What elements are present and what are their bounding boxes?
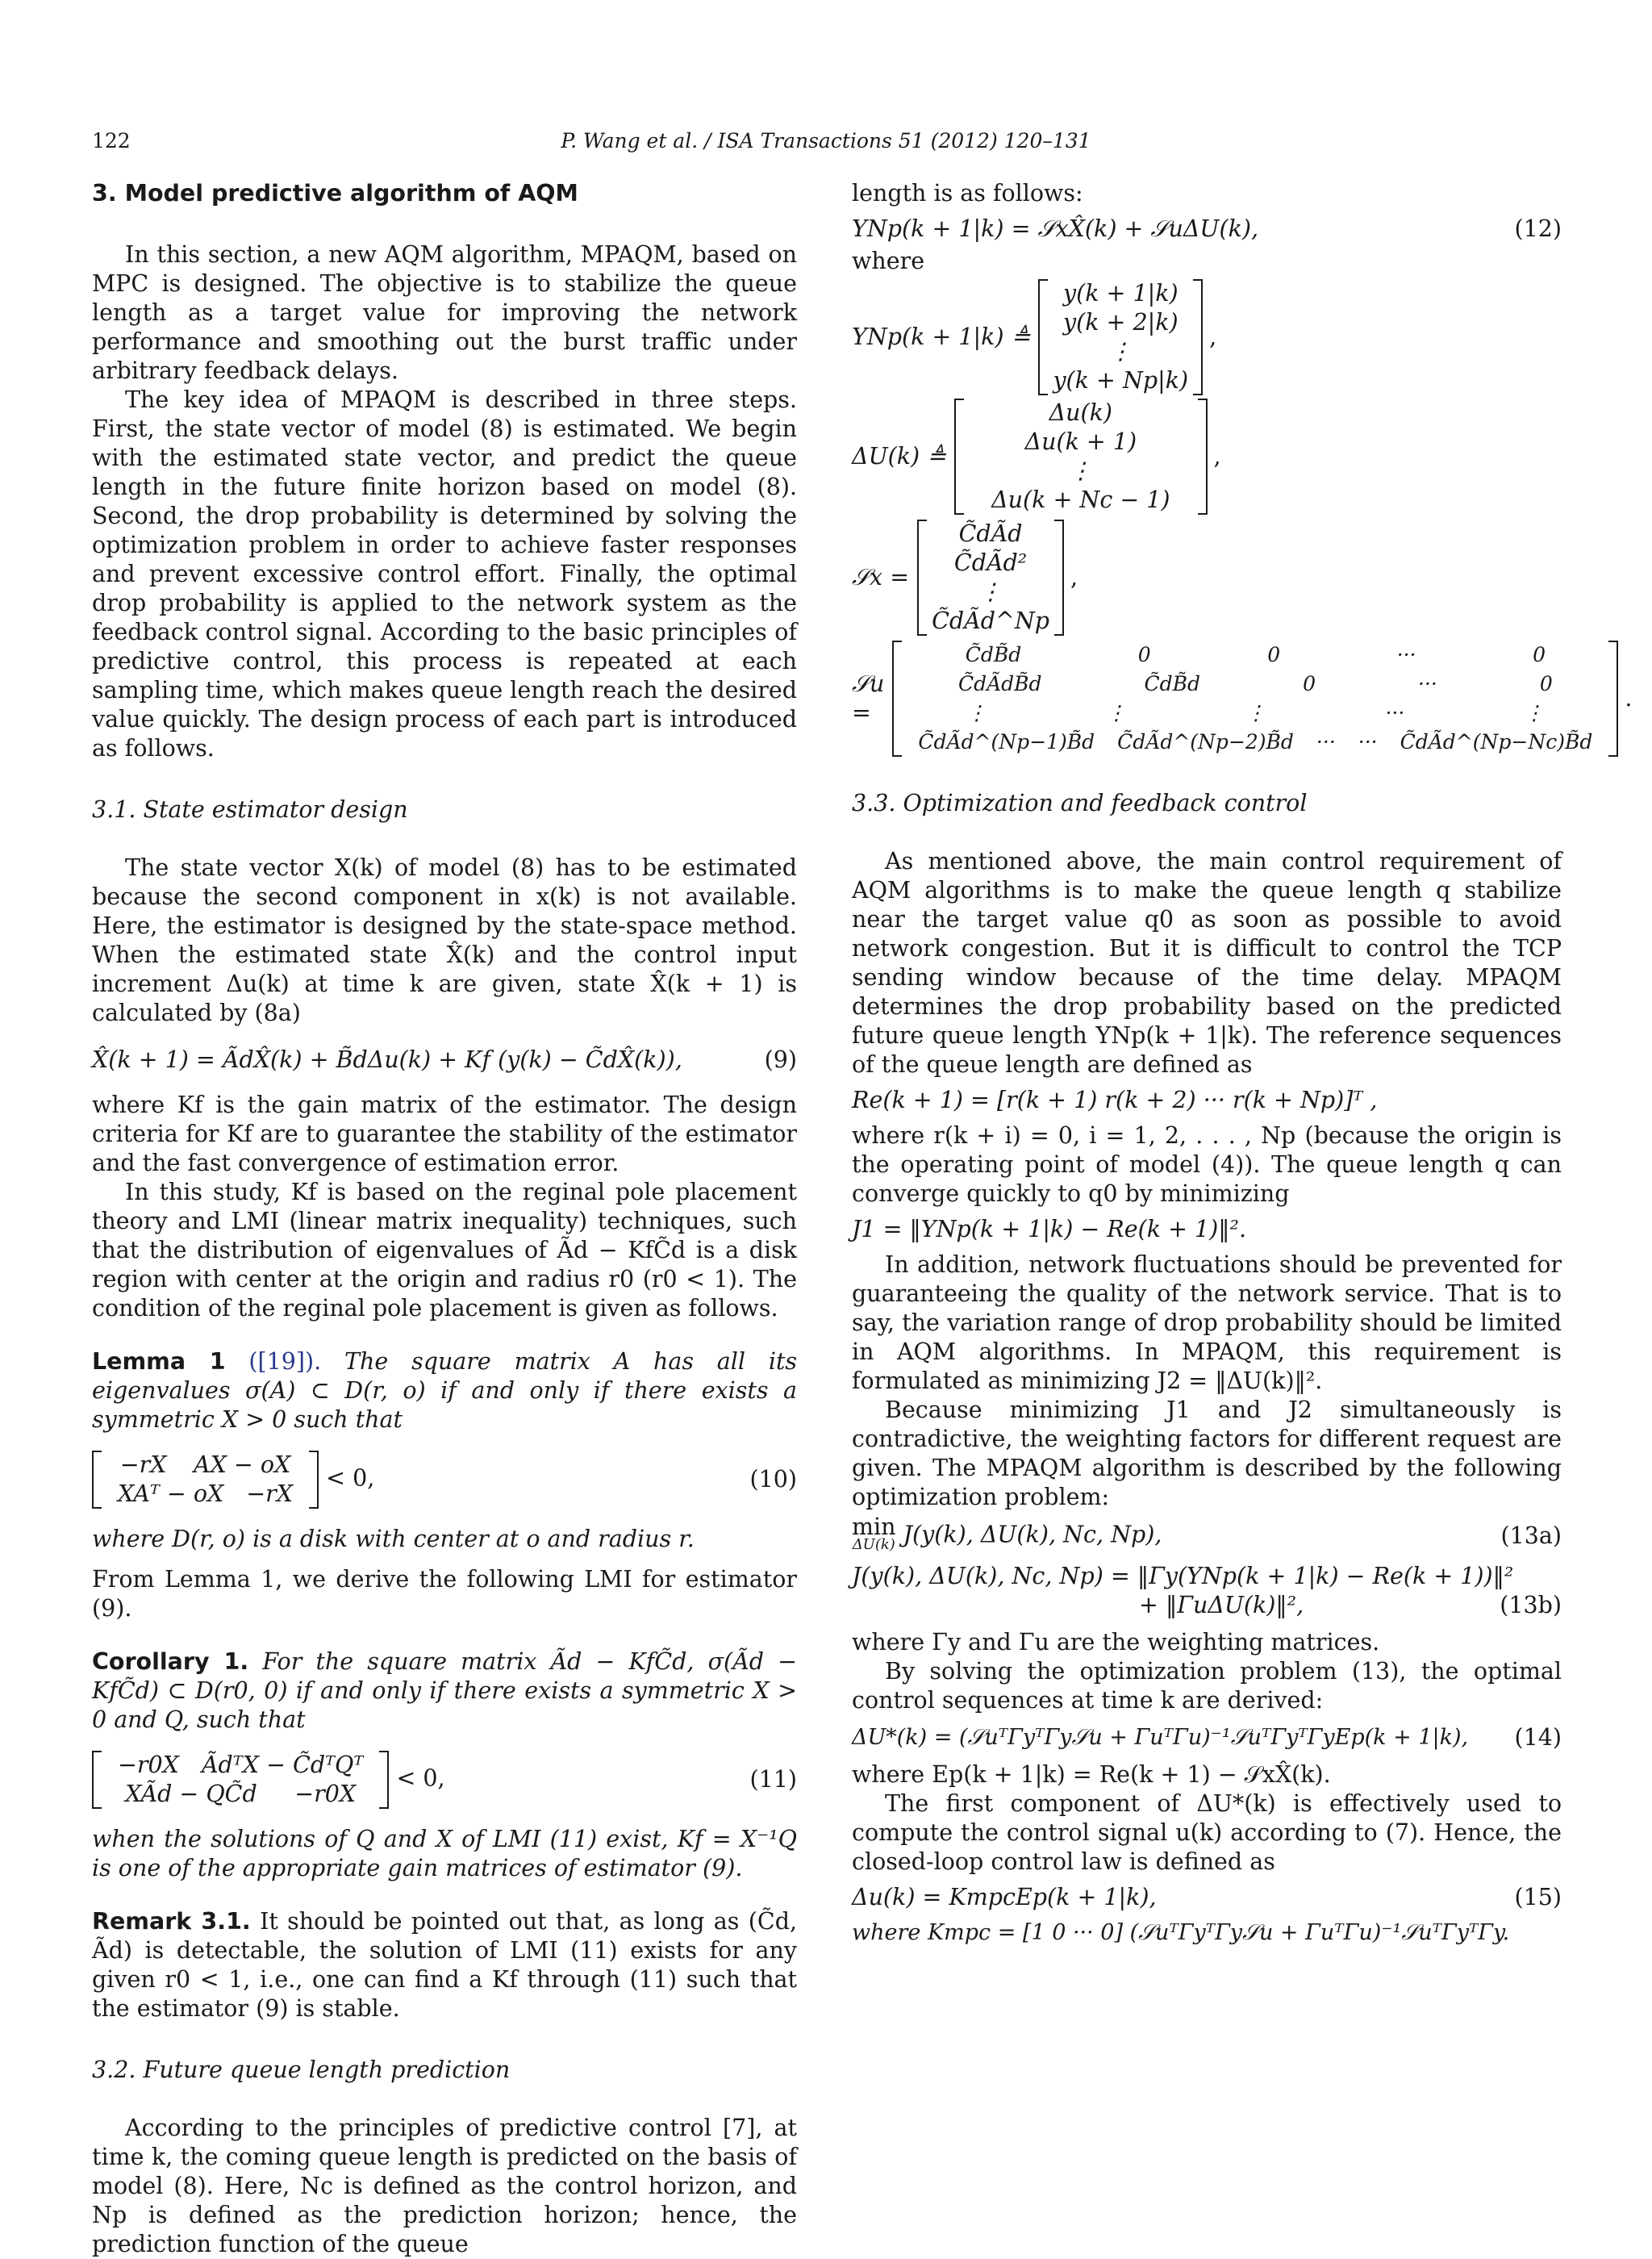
equation-13a <box>852 1514 1562 1554</box>
equation-body: Re(k + 1) = [r(k + 1) r(k + 2) ··· r(k + Np)]ᵀ , <box>852 1087 1378 1113</box>
equation-number: (14) <box>1514 1724 1562 1751</box>
paragraph: The key idea of MPAQM is described in three steps. First, the state vector of model (8) is estimated. We begin with the estimated state vector, and predict the queue length in the future finite horizon based on model (8). Second, the drop probability is determined by solving the optimization problem in order to achieve faster responses and prevent excessive control effort. Finally, the optimal drop probability is applied to the network system as the feedback control signal. According to the basic principles of predictive control, this process is repeated at each sampling time, which makes queue length reach the desired value quickly. The design process of each part is introduced as follows. <box>92 386 797 762</box>
equation-body: Δu(k) = KmpcEp(k + 1|k), <box>852 1884 1157 1910</box>
corollary-text: when the solutions of Q and X of LMI (11) exist, Kf = X⁻¹Q is one of the appropriate gain matrices of estimator (9). <box>92 1826 797 1881</box>
paragraph: The state vector X(k) of model (8) has to be estimated because the second component in x(k) is not available. Here, the estimator is designed by the state-space method. When the estimated state X̂(k) and the control input increment Δu(k) at time k are given, state X̂(k + 1) is calculated by (8a) <box>92 854 797 1026</box>
paragraph: The first component of ΔU*(k) is effectively used to compute the control signal u(k) according to (7). Hence, the closed-loop control law is defined as <box>852 1790 1562 1875</box>
equation-14 <box>852 1723 1562 1752</box>
equation-body: −r0X ÃdᵀX − C̃dᵀQᵀ XÃd − QC̃d −r0X < 0, <box>92 1751 445 1809</box>
equation-10 <box>92 1451 797 1509</box>
equation-body: ΔU*(k) = (𝒮uᵀΓyᵀΓy𝒮u + ΓuᵀΓu)⁻¹𝒮uᵀΓyᵀΓyEp(k + 1|k), <box>852 1725 1469 1750</box>
page-number: 122 <box>92 129 131 152</box>
paragraph: From Lemma 1, we derive the following LMI for estimator (9). <box>92 1566 797 1622</box>
delta-u-definition: ΔU(k) ≜ Δu(k) Δu(k + 1) ⋮ Δu(k + Nc − 1) , <box>852 399 1221 513</box>
equation-j1 <box>852 1215 1562 1244</box>
matrix <box>892 641 1618 757</box>
su-definition: 𝒮u = C̃dB̃d 0 0 ··· 0 C̃dÃdB̃d C̃dB̃d 0 ··· 0 ⋮ ⋮ ⋮ ··· ⋮ C̃dÃd^(Np−1)B̃d C̃dÃd^(Np−2)B̃d ··· ··· C̃dÃd^(Np−Nc)B̃d . <box>852 641 1562 757</box>
lemma-text: The square matrix A has all its eigenvalues σ(A) ⊂ D(r, o) if and only if there exists a symmetric X > 0 such that <box>92 1348 798 1433</box>
equation-number: (9) <box>764 1046 797 1073</box>
paragraph: According to the principles of predictive control [7], at time k, the coming queue length is predicted on the basis of model (8). Here, Nc is defined as the control horizon, and Np is defined as the prediction horizon; hence, the prediction function of the queue <box>92 2115 797 2257</box>
equation-9 <box>92 1046 797 1075</box>
paragraph: length is as follows: <box>852 180 1083 207</box>
equation-body: min ΔU(k) J(y(k), ΔU(k), Nc, Np), <box>852 1514 1162 1553</box>
paragraph: where Kf is the gain matrix of the estimator. The design criteria for Kf are to guarantee the stability of the estimator and the fast convergence of estimation error. <box>92 1092 797 1176</box>
subsection-title: 3.2. Future queue length prediction <box>92 2056 511 2083</box>
lemma-label: Lemma 1 <box>92 1348 226 1375</box>
subsection-title: 3.1. State estimator design <box>92 796 408 823</box>
matrix-rows: C̃dB̃d 0 0 ··· 0 C̃dÃdB̃d C̃dB̃d 0 ··· 0 ⋮ ⋮ ⋮ ··· ⋮ C̃dÃd^(Np−1)B̃d C̃dÃd^(Np−2)B̃d ··· ··· C̃dÃd^(Np−Nc)B̃d <box>918 643 1593 754</box>
equation-body: −rX AX − oX XAᵀ − oX −rX < 0, <box>92 1451 374 1509</box>
lemma-text: where D(r, o) is a disk with center at o and radius r. <box>92 1526 695 1552</box>
left-column <box>92 179 797 2259</box>
equation-12 <box>852 215 1562 244</box>
citation-link[interactable]: ([19]). <box>248 1348 322 1375</box>
paragraph: As mentioned above, the main control requirement of AQM algorithms is to make the queue length q stabilize near the target value q0 as soon as possible to avoid network congestion. But it is difficult to control the TCP sending window because of the time delay. MPAQM determines the drop probability based on the predicted future queue length YNp(k + 1|k). The reference sequences of the queue length are defined as <box>852 848 1562 1078</box>
equation-13b <box>852 1562 1562 1620</box>
equation-body: YNp(k + 1|k) = 𝒮xX̂(k) + 𝒮uΔU(k), <box>852 215 1259 242</box>
equation-re <box>852 1086 1562 1115</box>
equation-line: + ‖ΓuΔU(k)‖², <box>1139 1592 1304 1618</box>
sx-definition: 𝒮x = C̃dÃd C̃dÃd² ⋮ C̃dÃd^Np , <box>852 520 1078 634</box>
equation-11 <box>92 1751 797 1809</box>
corollary-text: For the square matrix Ãd − KfC̃d, σ(Ãd − KfC̃d) ⊂ D(r0, 0) if and only if there exists a symmetric X > 0 and Q, such that <box>92 1648 797 1733</box>
paragraph: In this study, Kf is based on the reginal pole placement theory and LMI (linear matrix inequality) techniques, such that the distribution of eigenvalues of Ãd − KfC̃d is a disk region with center at the origin and radius r0 (r0 < 1). The condition of the reginal pole placement is given as follows. <box>92 1179 797 1322</box>
remark-label: Remark 3.1. <box>92 1908 251 1935</box>
matrix <box>917 520 1064 636</box>
equation-body: X̂(k + 1) = ÃdX̂(k) + B̃dΔu(k) + Kf (y(k) − C̃dX̂(k)), <box>92 1046 682 1073</box>
lemma-1 <box>92 1347 797 1434</box>
equation-number: (15) <box>1514 1884 1562 1910</box>
equation-number: (11) <box>749 1766 797 1793</box>
y-vector-definition: YNp(k + 1|k) ≜ y(k + 1|k) y(k + 2|k) ⋮ y(k + Np|k) , <box>852 280 1217 394</box>
equation-line: J(y(k), ΔU(k), Nc, Np) = ‖Γy(YNp(k + 1|k) − Re(k + 1))‖² <box>852 1563 1514 1589</box>
corollary-label: Corollary 1. <box>92 1648 249 1675</box>
paragraph: By solving the optimization problem (13), the optimal control sequences at time k are derived: <box>852 1658 1562 1714</box>
matrix-rows: y(k + 1|k) y(k + 2|k) ⋮ y(k + Np|k) <box>1053 280 1189 394</box>
equation-number: (10) <box>749 1466 797 1493</box>
equation-number: (12) <box>1514 215 1562 242</box>
matrix-rows: Δu(k) Δu(k + 1) ⋮ Δu(k + Nc − 1) <box>991 399 1170 513</box>
paragraph: where Ep(k + 1|k) = Re(k + 1) − 𝒮xX̂(k). <box>852 1761 1331 1788</box>
paragraph: where Γy and Γu are the weighting matrices. <box>852 1629 1380 1656</box>
section-title: 3. Model predictive algorithm of AQM <box>92 180 578 207</box>
equation-number: (13a) <box>1500 1522 1562 1549</box>
remark-text: It should be pointed out that, as long as (C̃d, Ãd) is detectable, the solution of LMI (11) exists for any given r0 < 1, i.e., one can find a Kf through (11) such that the estimator (9) is stable. <box>92 1908 798 2022</box>
equation-body: J1 = ‖YNp(k + 1|k) − Re(k + 1)‖². <box>852 1216 1247 1242</box>
matrix: −rX AX − oX XAᵀ − oX −rX <box>92 1451 319 1509</box>
matrix-rows: C̃dÃd C̃dÃd² ⋮ C̃dÃd^Np <box>932 520 1050 634</box>
matrix <box>954 399 1207 515</box>
paragraph: where r(k + i) = 0, i = 1, 2, . . . , Np (because the origin is the operating point of model (4)). The queue length q can converge quickly to q0 by minimizing <box>852 1122 1562 1207</box>
paragraph: In this section, a new AQM algorithm, MPAQM, based on MPC is designed. The objective is to stabilize the queue length as a target value for improving the network performance and smoothing out the burst traffic under arbitrary feedback delays. <box>92 241 797 384</box>
paragraph: In addition, network fluctuations should be prevented for guaranteeing the quality of the network service. That is to say, the variation range of drop probability should be limited in AQM algorithms. In MPAQM, this requirement is formulated as minimizing J2 = ‖ΔU(k)‖². <box>852 1251 1562 1394</box>
equation-number: (13b) <box>1500 1592 1562 1618</box>
equation-15 <box>852 1883 1562 1912</box>
subsection-title: 3.3. Optimization and feedback control <box>852 790 1308 816</box>
paragraph: Because minimizing J1 and J2 simultaneously is contradictive, the weighting factors for different request are given. The MPAQM algorithm is described by the following optimization problem: <box>852 1397 1562 1510</box>
paragraph: where Kmpc = [1 0 ··· 0] (𝒮uᵀΓyᵀΓy𝒮u + ΓuᵀΓu)⁻¹𝒮uᵀΓyᵀΓy. <box>852 1920 1510 1945</box>
matrix: −r0X ÃdᵀX − C̃dᵀQᵀ XÃd − QC̃d −r0X <box>92 1751 389 1809</box>
paragraph: where <box>852 248 925 274</box>
matrix <box>1038 279 1203 395</box>
running-header: P. Wang et al. / ISA Transactions 51 (2012) 120–131 <box>561 129 1091 152</box>
remark-3-1 <box>92 1907 797 2023</box>
right-column <box>852 179 1633 1948</box>
corollary-1 <box>92 1647 797 1735</box>
